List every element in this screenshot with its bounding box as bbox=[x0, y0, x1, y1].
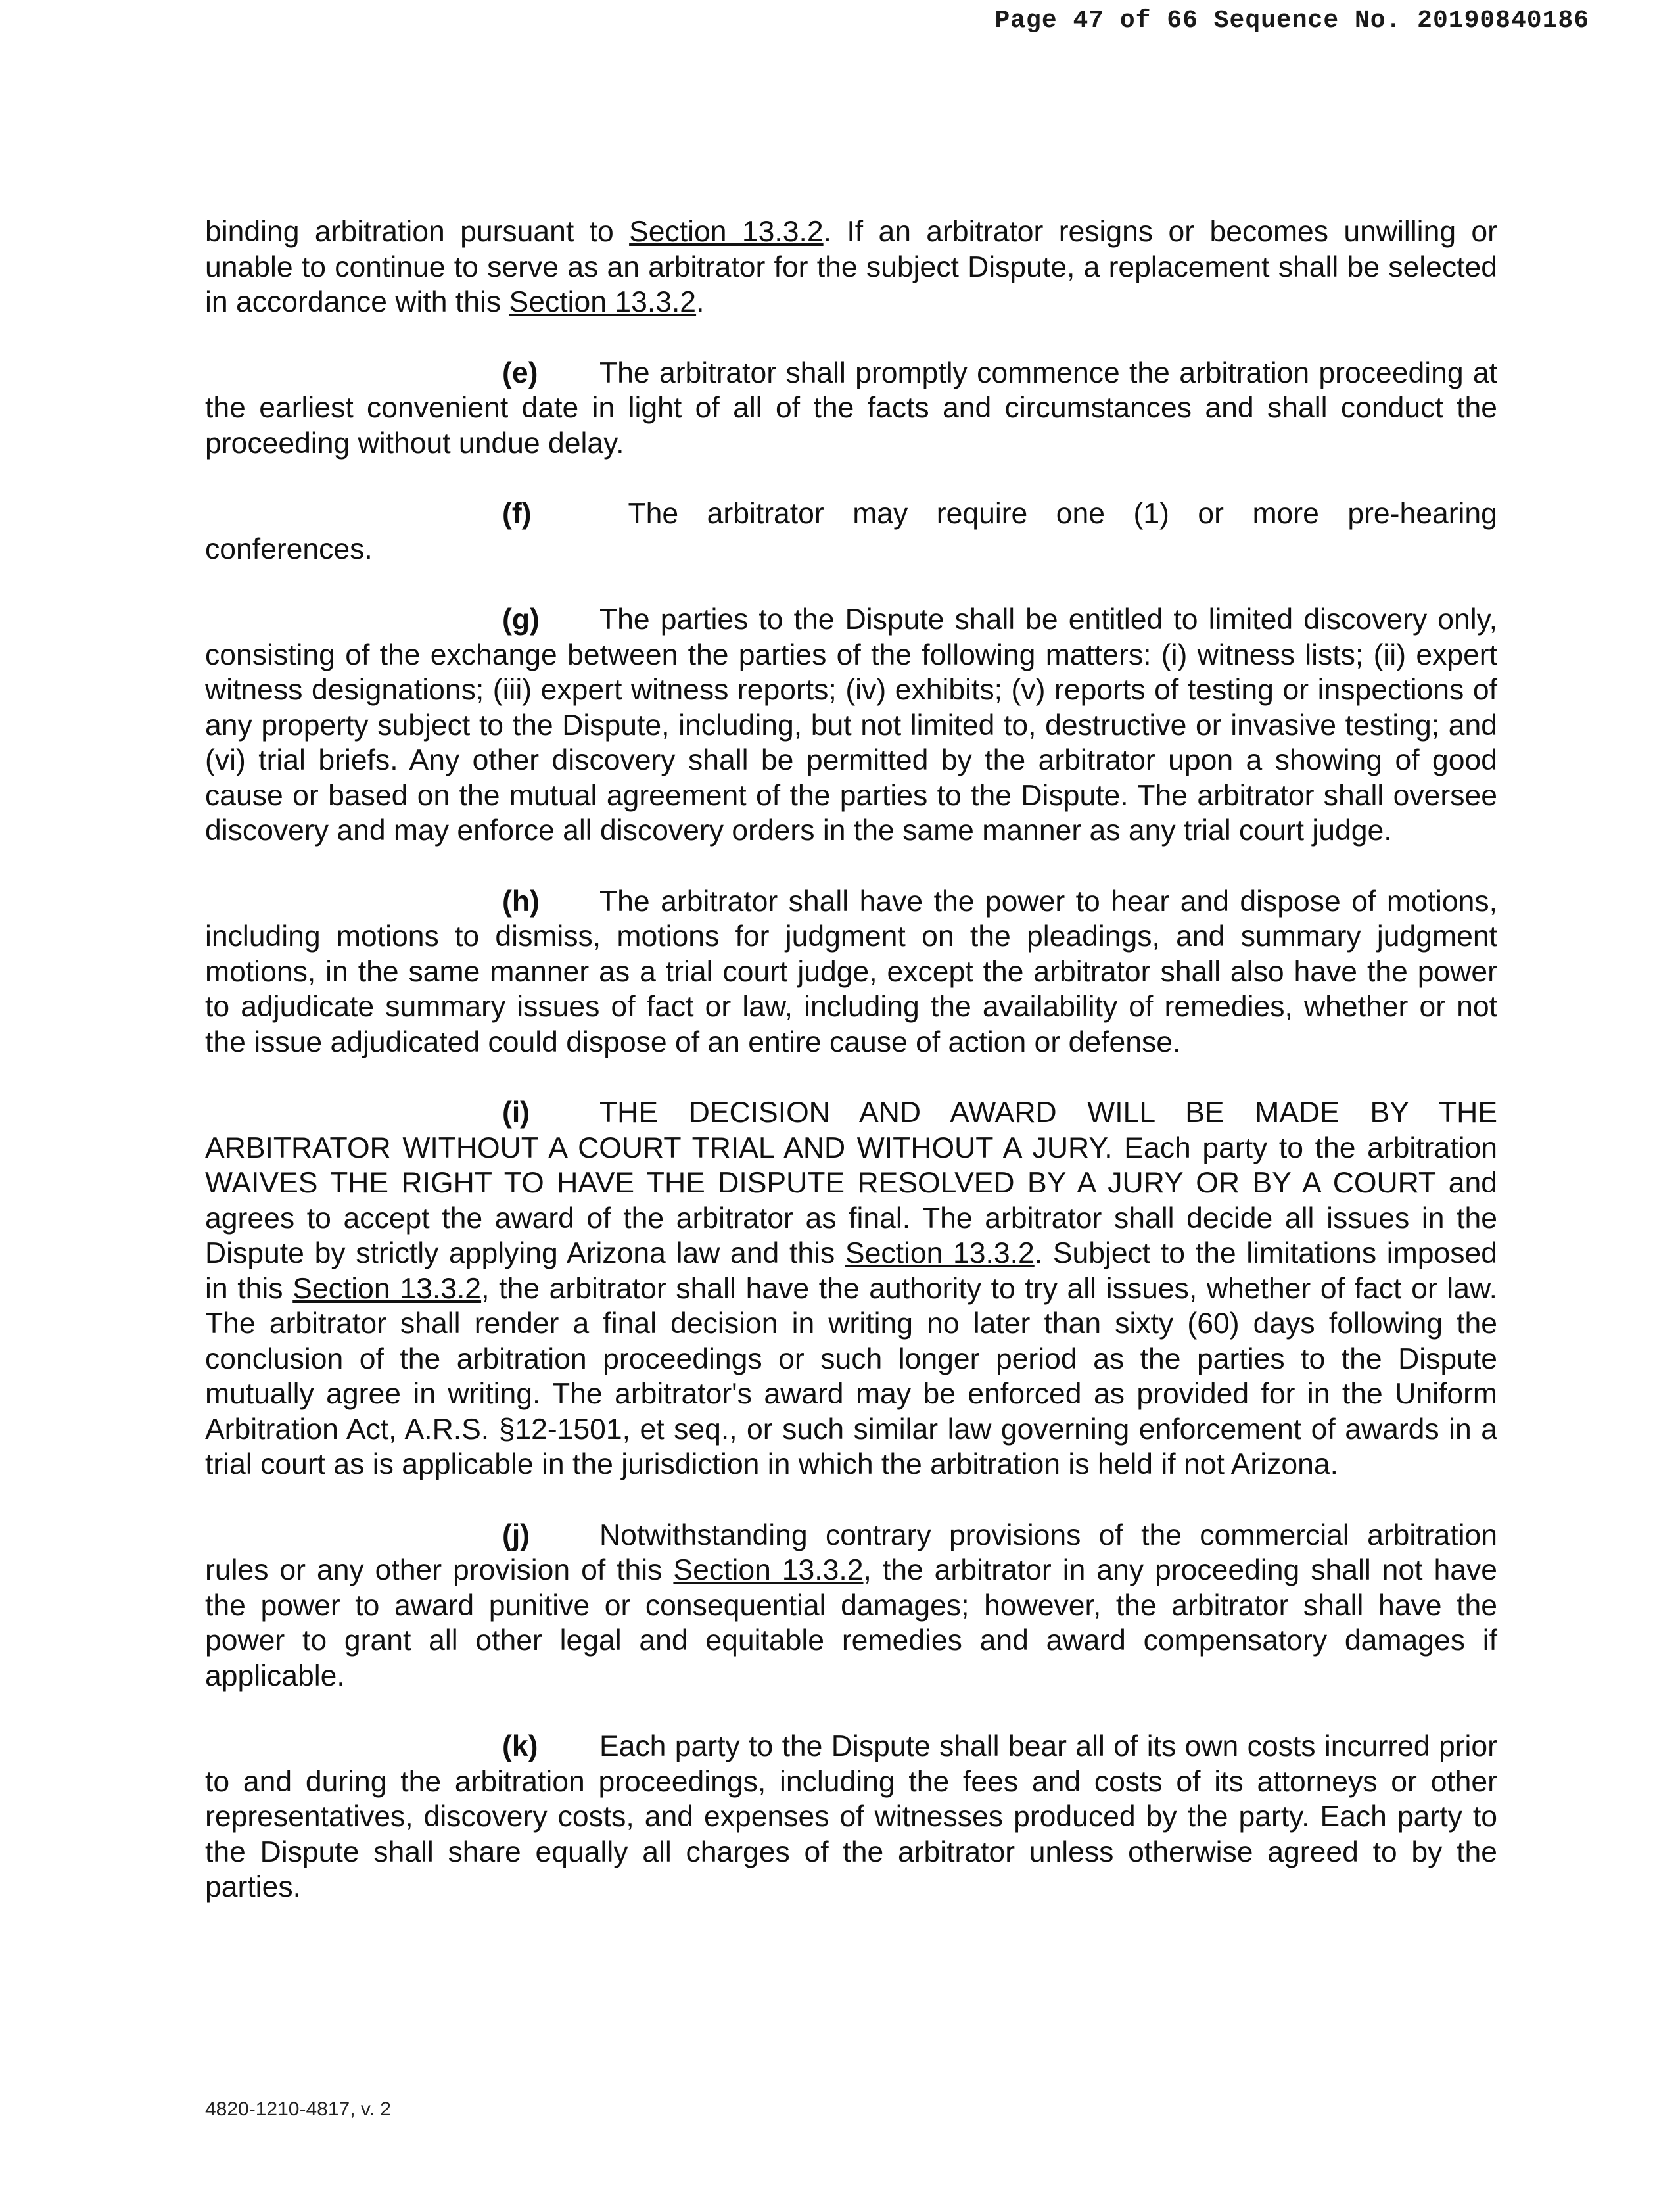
paragraph-text: , the arbitrator in any proceeding shall not have the power to award punitive or consequential damages; however, the arbitrator shall have the power to grant all other legal and equitable remedies and award compensatory damages if applicable. bbox=[205, 1554, 1497, 1692]
paragraph-text: The arbitrator shall promptly commence the arbitration proceeding at the earliest convenient date in light of all of the facts and circumstances and shall conduct the proceeding without undue delay. bbox=[205, 356, 1497, 460]
intro-text-1: binding arbitration pursuant to bbox=[205, 216, 630, 248]
paragraph-k bbox=[205, 1729, 1497, 1905]
paragraph-label: (k) bbox=[502, 1730, 538, 1762]
word: (1) bbox=[1133, 498, 1169, 530]
paragraph-label: (i) bbox=[502, 1096, 530, 1129]
section-reference: Section 13.3.2 bbox=[673, 1554, 864, 1586]
word: pre-hearing bbox=[1347, 498, 1497, 530]
intro-text-2: . If an arbitrator resigns or becomes unwilling or unable to continue to serve as an arbitrator for the subject Dispute, a replacement shall be selected in accordance with this bbox=[205, 216, 1497, 318]
paragraph-label: (e) bbox=[502, 356, 538, 389]
paragraph-text: THE DECISION AND AWARD WILL BE MADE BY THE ARBITRATOR WITHOUT A COURT TRIAL AND WITHOUT A JURY. Each party to the arbitration WAIVES THE RIGHT TO HAVE THE DISPUTE RESOLVED BY A JURY OR BY A COURT and agrees to accept the award of the arbitrator as final. The arbitrator shall decide all issues in the Dispute by strictly applying Arizona law and this bbox=[205, 1096, 1497, 1269]
intro-paragraph bbox=[205, 214, 1497, 320]
paragraph-f-continuation: conferences. bbox=[205, 532, 373, 565]
word: may bbox=[852, 498, 908, 530]
paragraph-text: , the arbitrator shall have the authority to try all issues, whether of fact or law. The arbitrator shall render a final decision in writing no later than sixty (60) days following the conclusion of the arbitration proceedings or such longer period as the parties to the Dispute mutually agree in writing. The arbitrator's award may be enforced as provided for in the Uniform Arbitration Act, A.R.S. §12-1501, et seq., or such similar law governing enforcement of awards in a trial court as is applicable in the jurisdiction in which the arbitration is held if not Arizona. bbox=[205, 1272, 1497, 1480]
section-reference: Section 13.3.2 bbox=[845, 1237, 1035, 1269]
paragraph-j bbox=[205, 1518, 1497, 1694]
document-body bbox=[205, 214, 1497, 1941]
section-reference: Section 13.3.2 bbox=[509, 286, 697, 318]
paragraph-text: Notwithstanding contrary provisions of the commercial arbitration rules or any other provision of this bbox=[205, 1519, 1497, 1586]
paragraph-h bbox=[205, 884, 1497, 1060]
paragraph-f bbox=[205, 496, 1497, 567]
paragraph-text: Each party to the Dispute shall bear all of its own costs incurred prior to and during the arbitration proceedings, including the fees and costs of its attorneys or other representatives, discovery costs, and expenses of witnesses produced by the party. Each party to the Dispute shall share equally all charges of the arbitrator unless otherwise agreed to by the parties. bbox=[205, 1730, 1497, 1903]
intro-text-3: . bbox=[696, 286, 705, 318]
paragraph-text: The parties to the Dispute shall be entitled to limited discovery only, consisting of the exchange between the parties of the following matters: (i) witness lists; (ii) expert witness designations; (iii) expert witness reports; (iv) exhibits; (v) reports of testing or inspections of any property subject to the Dispute, including, but not limited to, destructive or invasive testing; and (vi) trial briefs. Any other discovery shall be permitted by the arbitrator upon a showing of good cause or based on the mutual agreement of the parties to the Dispute. The arbitrator shall oversee discovery and may enforce all discovery orders in the same manner as any trial court judge. bbox=[205, 603, 1497, 847]
word: arbitrator bbox=[707, 498, 824, 530]
paragraph-g bbox=[205, 602, 1497, 849]
paragraph-text: . Subject to the limitations imposed in this bbox=[205, 1237, 1498, 1305]
paragraph-label: (h) bbox=[502, 885, 540, 918]
word: or bbox=[1198, 498, 1224, 530]
paragraph-label: (f) bbox=[502, 498, 532, 530]
section-reference: Section 13.3.2 bbox=[292, 1272, 482, 1305]
page-header: Page 47 of 66 Sequence No. 20190840186 bbox=[994, 7, 1589, 35]
paragraph-f-line bbox=[502, 496, 1497, 532]
paragraph-label: (j) bbox=[502, 1519, 530, 1551]
word: require bbox=[936, 498, 1028, 530]
word: The bbox=[628, 498, 679, 530]
section-reference: Section 13.3.2 bbox=[629, 216, 824, 248]
paragraph-i bbox=[205, 1095, 1497, 1482]
word: one bbox=[1056, 498, 1106, 530]
word: more bbox=[1252, 498, 1319, 530]
document-id-footer: 4820-1210-4817, v. 2 bbox=[205, 2098, 391, 2120]
paragraph-e bbox=[205, 356, 1497, 461]
paragraph-label: (g) bbox=[502, 603, 540, 636]
paragraph-text: The arbitrator shall have the power to hear and dispose of motions, including motions to dismiss, motions for judgment on the pleadings, and summary judgment motions, in the same manner as a trial court judge, except the arbitrator shall also have the power to adjudicate summary issues of fact or law, including the availability of remedies, whether or not the issue adjudicated could dispose of an entire cause of action or defense. bbox=[205, 885, 1497, 1058]
